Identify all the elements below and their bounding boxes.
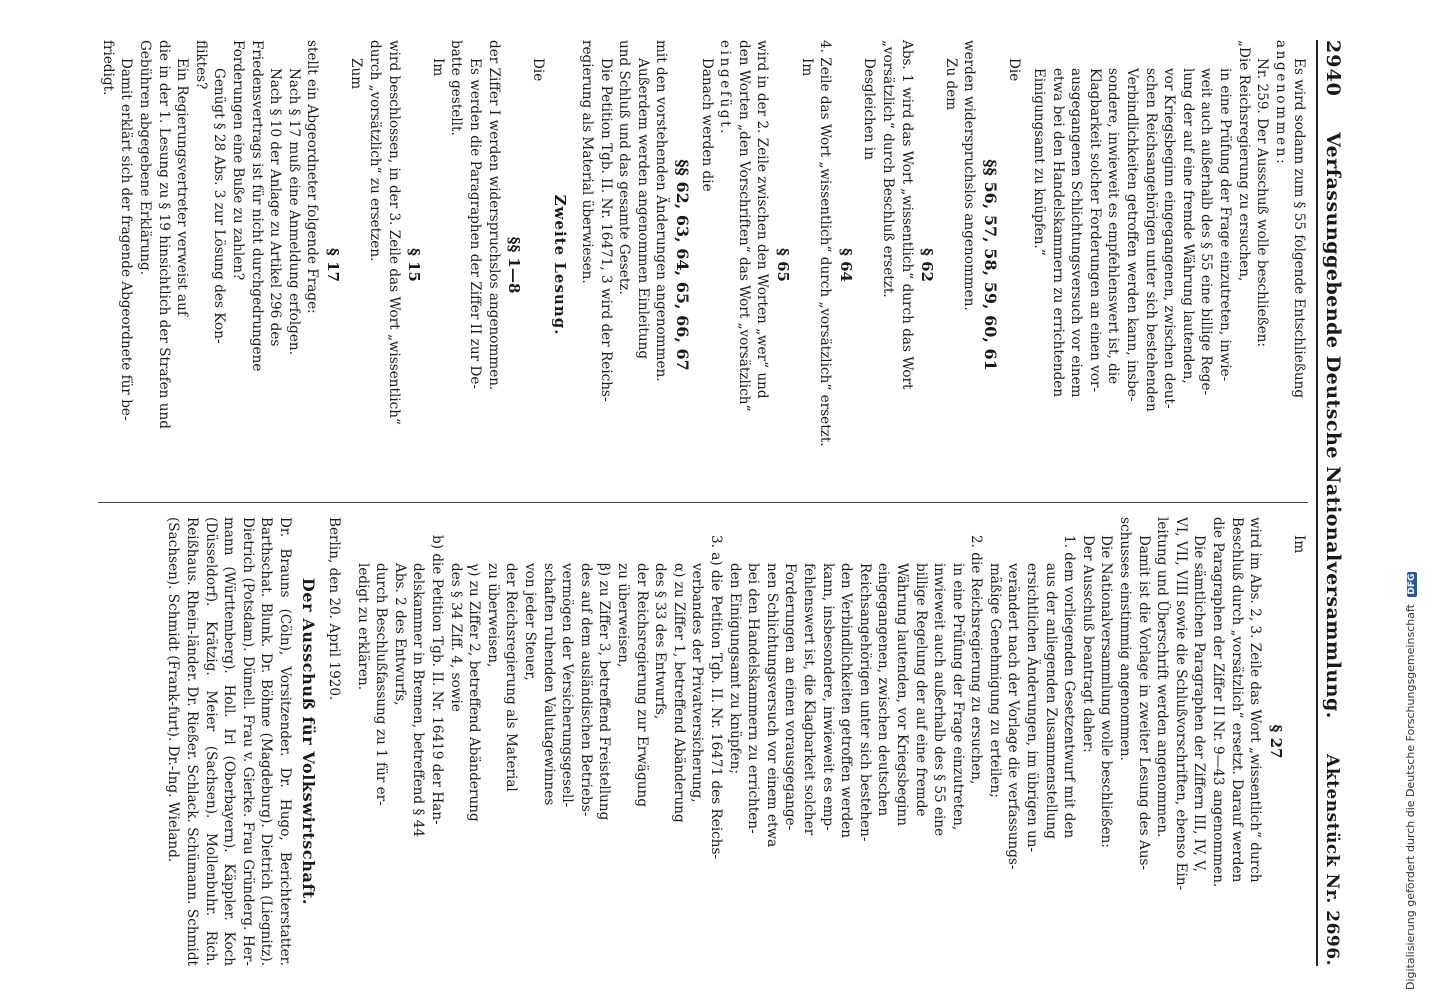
text-line: Zum — [348, 58, 365, 90]
text-line: Danach werden die — [698, 58, 715, 192]
text-line: Im — [798, 58, 815, 77]
text-line: Nach § 10 der Anlage zu Artikel 296 des — [267, 68, 284, 347]
text-line: von jeder Steuer, — [522, 563, 539, 681]
text-line: batte gestellt. — [448, 40, 465, 136]
text-line: billige Regelung der auf eine fremde — [912, 563, 929, 817]
section-heading: § 65 — [773, 248, 792, 282]
text-line: Nr. 259. Der Ausschuß wolle beschließen: — [1254, 58, 1271, 348]
text-line: in eine Prüfung der Frage einzutreten, — [949, 563, 966, 831]
text-line: α) zu Ziffer 1, betreffend Abänderung — [670, 563, 687, 823]
text-line: etwa bei den Handelskammern zu errichtenden — [1049, 68, 1066, 398]
dfg-logo: DFG — [1407, 573, 1417, 595]
section-heading: § 62 — [918, 248, 937, 282]
text-line: Klagbarkeit solcher Forderungen an einen vor- — [1086, 68, 1103, 393]
text-line: Währung lautenden, vor Kriegsbeginn — [893, 563, 910, 827]
text-line: werden widerspruchslos angenommen. — [961, 40, 978, 311]
text-line: verändert nach der Vorlage die verfassungs- — [1005, 563, 1022, 870]
text-line: Nach § 17 muß eine Anmeldung erfolgen. — [285, 68, 302, 356]
text-line: Die sämtlichen Paragraphen der Ziffern III, IV, V, — [1191, 535, 1208, 872]
text-line: die in der 1. Lesung zu § 19 hinsichtlich der Strafen und — [155, 40, 172, 429]
text-line: Außerdem werden angenommen Einleitung — [634, 58, 651, 360]
scanned-page — [10, 0, 1360, 1000]
text-line: ausgegangenen Schlichtungsversuch vor einem — [1068, 68, 1085, 398]
document-number: Aktenstück Nr. 2696. — [1322, 754, 1342, 966]
text-line: Genügt § 28 Abs. 3 zur Lösung des Kon- — [211, 68, 228, 344]
text-line: Im — [1291, 535, 1308, 554]
text-line: Desgleichen in — [861, 58, 878, 160]
text-line: 2. die Reichsregierung zu ersuchen, — [968, 535, 985, 785]
text-line: stellt ein Abgeordneter folgende Frage: — [304, 40, 321, 314]
text-line: Es wird sodann zum § 55 folgende Entschließung — [1291, 58, 1308, 399]
text-line: mit den vorstehenden Änderungen angenommen. — [653, 40, 670, 382]
text-line: Abs. 1 wird das Wort „wissentlich“ durch das Wort — [898, 40, 915, 390]
text-line: des auf dem ausländischen Betriebs- — [577, 563, 594, 817]
text-line: ledigt zu erklären. — [354, 563, 371, 691]
reading-heading: Zweite Lesung. — [551, 194, 570, 336]
text-line: Friedensvertrags ist für nicht durchgedrungene — [248, 40, 265, 372]
text-line: 3. a) die Petition Tgb. II. Nr. 16471 des Reichs- — [708, 535, 724, 860]
section-heading: §§ 56, 57, 58, 59, 60, 61 — [980, 159, 1000, 371]
text-line: den Worten „den Vorschriften“ das Wort „vorsätzlich“ — [735, 40, 752, 412]
date-line: Berlin, den 20. April 1920. — [326, 517, 343, 701]
text-line: der Reichsregierung zur Erwägung — [633, 563, 650, 808]
text-columns — [98, 40, 1308, 966]
text-line: den Einigungsamt zu knüpfen; — [726, 563, 743, 774]
text-line: Die Nationalversammlung wolle beschließen: — [1098, 535, 1115, 848]
text-line: fliktes? — [192, 40, 209, 90]
text-line: fehlenswert ist, die Klagbarkeit solcher — [800, 563, 817, 836]
text-line: β) zu Ziffer 3, betreffend Freistellung — [596, 563, 613, 821]
text-line: Damit ist die Vorlage in zweiter Lesung des Aus- — [1135, 535, 1152, 871]
text-line: inwieweit auch außerhalb des § 55 eine — [931, 563, 948, 837]
text-line: Die Petition Tgb. II. Nr. 16471, 3 wird der Reichs- — [597, 58, 614, 402]
text-line: Beschluß durch „vorsätzlich“ ersetzt. Darauf werden — [1228, 517, 1245, 883]
page-number: 2940 — [1322, 40, 1344, 97]
text-line: Der Ausschuß beantragt daher: — [1079, 535, 1096, 753]
text-line: durch Beschlußfassung zu 1 für er- — [373, 563, 390, 806]
text-line: Ein Regierungsvertreter verweist auf — [174, 58, 191, 316]
text-line: regierung als Material überwiesen. — [579, 40, 596, 284]
text-line: Einigungsamt zu knüpfen.“ — [1031, 68, 1048, 256]
digitization-credit — [1392, 0, 1434, 1000]
text-line: Die — [529, 58, 546, 82]
text-line: Abs. 2 des Entwurfs, — [391, 563, 408, 706]
text-line: b) die Petition Tgb. II. Nr. 16419 der Han- — [429, 535, 446, 825]
text-line: zu überweisen, — [484, 563, 501, 668]
text-line: wird in der 2. Zeile zwischen den Worten „wer“ und — [754, 40, 771, 399]
right-column-lines — [298, 517, 1308, 966]
page-header — [1316, 40, 1342, 966]
text-line: leitung und Überschrift werden angenommen. — [1154, 517, 1171, 838]
text-line: γ) zu Ziffer 2, betreffend Abänderung — [466, 563, 483, 822]
text-line: friedigt. — [99, 40, 116, 96]
section-heading: § 27 — [1266, 724, 1285, 759]
text-line: „vorsätzlich“ durch Beschluß ersetzt. — [879, 40, 896, 298]
text-line: wird beschlossen, in der 3. Zeile das Wort „wissentlich“ — [385, 40, 402, 425]
text-line: Forderungen an einen vorausgegange- — [782, 563, 799, 831]
text-line: 4. Zeile das Wort „wissentlich“ durch „vorsätzlich“ ersetzt. — [817, 40, 834, 447]
text-line: Es werden die Paragraphen der Ziffer II zur De- — [467, 58, 484, 389]
text-line: schusses einstimmig angenommen. — [1117, 517, 1134, 761]
right-column — [98, 503, 1308, 966]
text-line: Forderungen eine Buße zu zahlen? — [229, 40, 246, 281]
text-line: Im — [429, 58, 446, 77]
text-line: Verbindlichkeiten getroffen werden kann, insbe- — [1124, 68, 1141, 402]
text-line: „Die Reichsregierung zu ersuchen, — [1235, 40, 1252, 282]
text-line: der Reichsregierung als Material — [503, 563, 520, 792]
section-heading: § 17 — [323, 248, 342, 282]
text-line: den Verbindlichkeiten getroffen werden — [838, 563, 855, 839]
credit-text-wrapper — [1404, 572, 1417, 990]
text-line: Reichsangehörigen unter sich bestehen- — [856, 563, 873, 842]
text-line: weit auch außerhalb des § 55 eine billige Rege- — [1198, 68, 1215, 396]
text-line: durch „vorsätzlich“ zu ersetzen. — [367, 40, 384, 262]
text-line: schaften ruhenden Valutagewinnes — [540, 563, 557, 806]
text-line: aus der anliegenden Zusammenstellung — [1042, 563, 1059, 839]
text-line: schen Reichsangehörigen unter sich bestehenden — [1142, 68, 1159, 412]
section-heading: §§ 62, 63, 64, 65, 66, 67 — [673, 159, 692, 371]
text-line: verbandes der Privatversicherung, — [689, 563, 706, 803]
text-line: des § 33 des Entwurfs, — [652, 563, 669, 720]
text-line: delskammer in Bremen, betreffend § 44 — [410, 563, 427, 837]
committee-members: Dr. Brauns (Cöln), Vorsitzender. Dr. Hugo, Berichterstatter. Barthschat. Blunk. Dr. Böhme (Magdeburg). Dietrich (Liegnitz). Dietrich (Potsdam). Dümell. Frau v. Gierke. Frau Gründerg. Her-mann (Württemberg). Holl. Irl (Oberbayern). Käppler. Koch (Düsseldorf). Krätzig. Meier (Sachsen). Mollenbuhr. Rich. Reißhaus. Rhein-länder. Dr. Rießer. Schlack. Schümann. Schmidt (Sachsen). Schmidt (Frank-furt). Dr.-Ing. Wieland. — [165, 517, 293, 966]
section-heading: § 15 — [405, 248, 424, 282]
text-line: eingefügt. — [717, 40, 734, 137]
text-line: nen Schlichtungsversuch vor einem etwa — [763, 563, 780, 848]
text-line: mäßige Genehmigung zu erteilen; — [986, 563, 1003, 798]
section-heading: § 64 — [836, 248, 855, 282]
text-line: die Paragraphen der Ziffer II Nr. 9—43 angenommen. — [1210, 517, 1227, 888]
page-title: Verfassunggebende Deutsche Nationalversammlung. — [1322, 132, 1344, 719]
text-line: Gebühren abgegebene Erklärung. — [136, 40, 153, 276]
section-heading: §§ 1—8 — [505, 236, 524, 294]
text-line: Zu dem — [942, 58, 959, 111]
text-line: und Schluß und das gesamte Gesetz. — [616, 40, 633, 295]
credit-text: Digitalisierung gefördert durch die Deutsche Forschungsgemeinschaft — [1404, 604, 1417, 990]
text-line: kann, insbesondere, inwieweit es emp- — [819, 563, 836, 831]
text-line: Damit erklärt sich der fragende Abgeordnete für be- — [118, 58, 135, 421]
text-line: der Ziffer I werden widerspruchslos angenommen. — [485, 40, 502, 391]
committee-heading: Der Ausschuß für Volkswirtschaft. — [298, 577, 318, 906]
text-line: eingegangenen, zwischen deutschen — [875, 563, 892, 817]
text-line: vermögen der Versicherungsgesell- — [559, 563, 576, 808]
text-line: des § 34 Ziff. 4, sowie — [447, 563, 464, 712]
text-line: vor Kriegsbeginn eingegangenen, zwischen deut- — [1161, 68, 1178, 409]
text-line: ersichtlichen Änderungen, im übrigen un- — [1024, 563, 1041, 853]
text-line: Die — [1006, 58, 1023, 82]
text-line: angenommen: — [1272, 40, 1289, 167]
text-line: zu überweisen, — [615, 563, 632, 668]
text-line: wird im Abs. 2, 3. Zeile das Wort „wissentlich“ durch — [1247, 517, 1264, 883]
text-line: lung der auf eine fremde Währung lautenden, — [1179, 68, 1196, 384]
text-line: 1. dem vorliegenden Gesetzentwurf mit den — [1061, 535, 1078, 839]
text-line: bei den Handelskammern zu errichten- — [745, 563, 762, 834]
text-line: sondere, inwieweit es empfehlenswert ist, die — [1105, 68, 1122, 385]
text-line: VI, VII, VIII sowie die Schlußvorschriften, ebenso Ein- — [1172, 517, 1189, 891]
text-line: in eine Prüfung der Frage einzutreten, inwie- — [1217, 68, 1234, 382]
left-column — [98, 40, 1308, 503]
